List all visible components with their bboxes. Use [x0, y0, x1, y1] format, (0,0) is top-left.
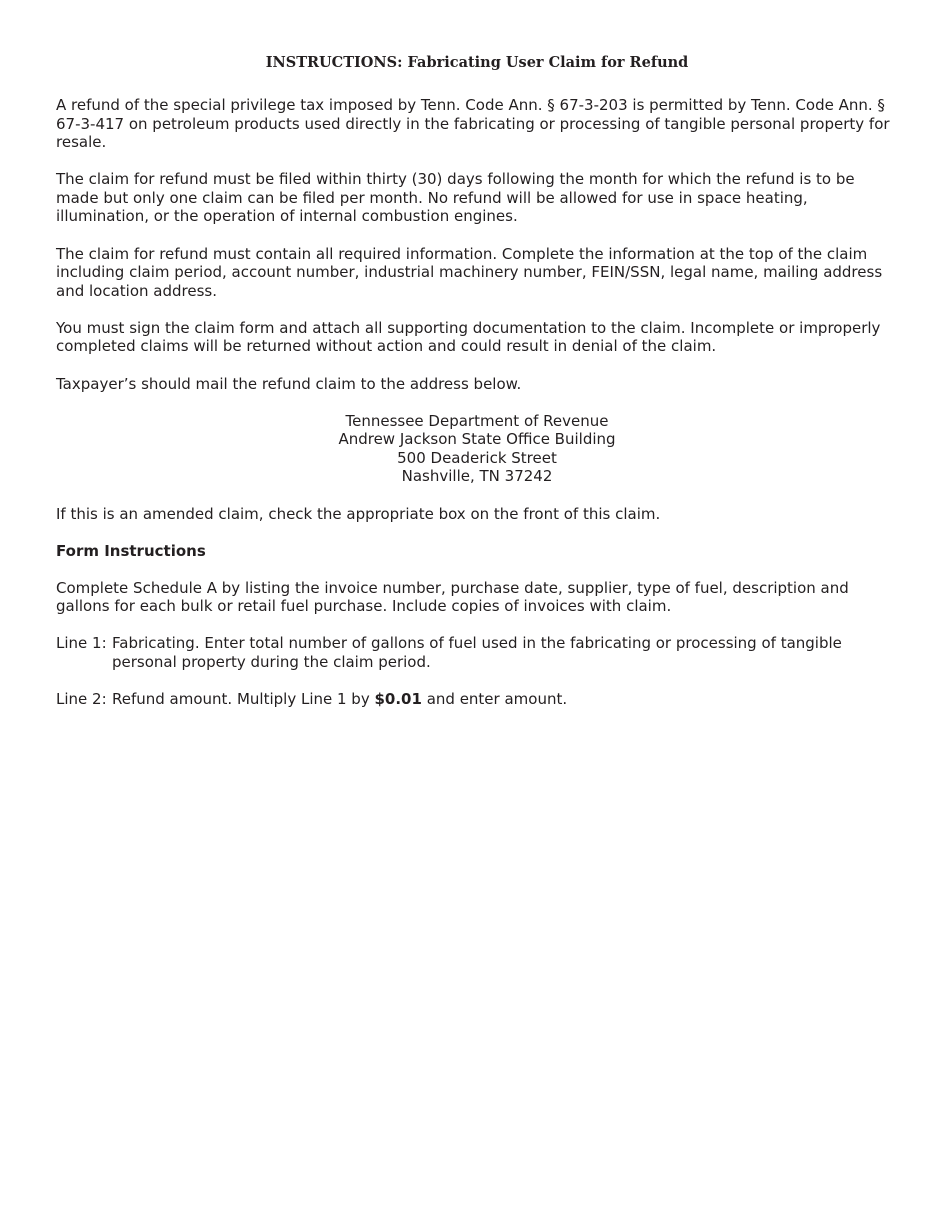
mailing-address — [56, 412, 898, 486]
paragraph-schedule-a: Complete Schedule A by listing the invoice number, purchase date, supplier, type of fuel, description and gallons for each bulk or retail fuel purchase. Include copies of invoices with claim. — [56, 578, 849, 616]
paragraph-mailing: Taxpayer’s should mail the refund claim to the address below. — [56, 374, 522, 393]
address-line-2: Andrew Jackson State Office Building — [338, 430, 616, 449]
line-1-instruction — [56, 634, 898, 671]
paragraph-filing-deadline: The claim for refund must be filed within thirty (30) days following the month for which the refund is to be made but only one claim can be filed per month. No refund will be allowed for use in space heating, illumination, or the operation of internal combustion engines. — [56, 170, 855, 226]
line-2-text-after: and enter amount. — [421, 690, 568, 709]
line-2-text-before: Refund amount. Multiply Line 1 by — [112, 690, 375, 709]
address-line-1: Tennessee Department of Revenue — [345, 411, 609, 430]
paragraph-refund-authority: A refund of the special privilege tax imposed by Tenn. Code Ann. § 67-3-203 is permitted by Tenn. Code Ann. § 67-3-417 on petroleum products used directly in the fabricating or processing of tangible personal property for resale. — [56, 96, 890, 152]
line-2-body — [112, 690, 898, 709]
line-1-label: Line 1: — [56, 634, 107, 653]
address-line-3: 500 Deaderick Street — [397, 448, 557, 467]
refund-rate-amount: $0.01 — [374, 690, 422, 709]
paragraph-signature-documentation: You must sign the claim form and attach all supporting documentation to the claim. Incomplete or improperly completed claims will be returned without action and could result in denial of the claim. — [56, 318, 881, 356]
line-2-instruction — [56, 690, 898, 709]
address-line-4: Nashville, TN 37242 — [401, 467, 553, 486]
paragraph-required-information: The claim for refund must contain all required information. Complete the information at the top of the claim including claim period, account number, industrial machinery number, FEIN/SSN, legal name, mailing address and location address. — [56, 244, 883, 300]
form-instructions-heading: Form Instructions — [56, 541, 206, 560]
line-2-label: Line 2: — [56, 690, 107, 709]
page-title: INSTRUCTIONS: Fabricating User Claim for Refund — [265, 54, 689, 71]
paragraph-amended-claim: If this is an amended claim, check the appropriate box on the front of this claim. — [56, 504, 661, 523]
instructions-page — [56, 54, 898, 727]
line-1-text: Fabricating. Enter total number of gallons of fuel used in the fabricating or processing of tangible personal property during the claim period. — [112, 634, 842, 671]
